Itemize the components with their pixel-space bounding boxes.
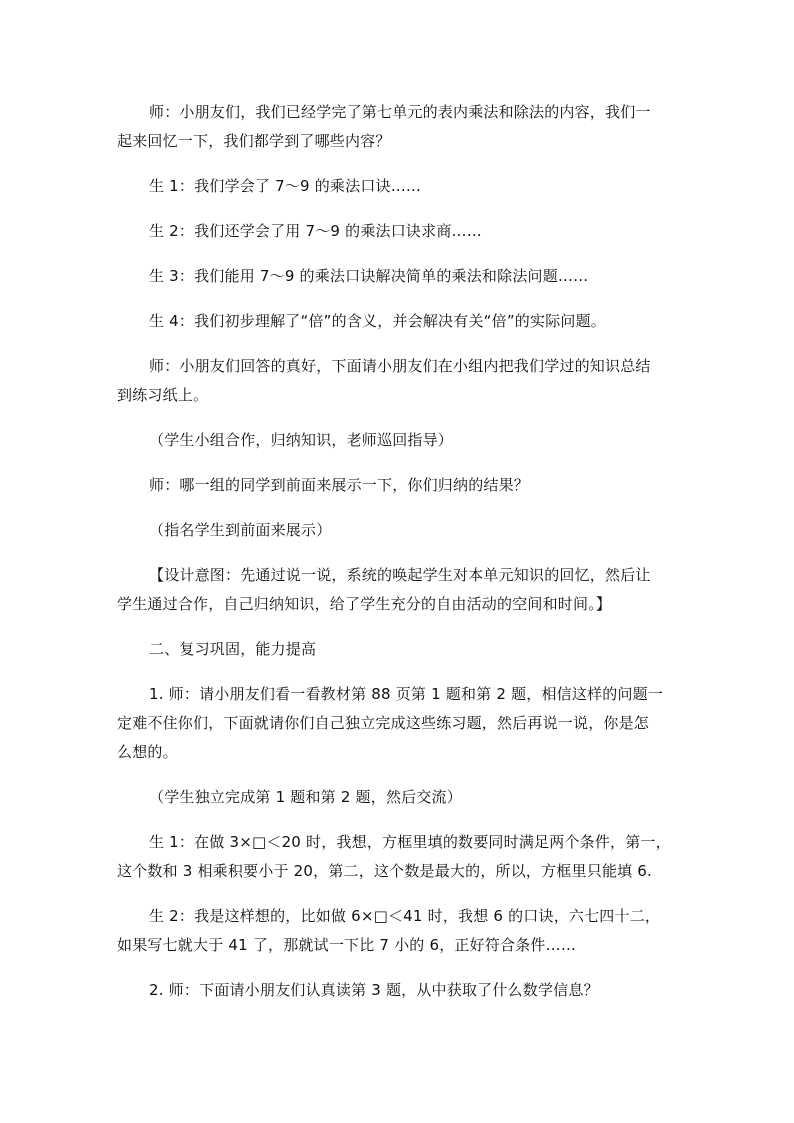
paragraph-9 <box>117 516 677 545</box>
document-page <box>117 98 677 1021</box>
paragraph-13 <box>117 783 677 812</box>
paragraph-8 <box>117 471 677 500</box>
paragraph-3 <box>117 217 677 246</box>
paragraph-line: 师：小朋友们，我们已经学完了第七单元的表内乘法和除法的内容，我们一 <box>149 103 651 121</box>
paragraph-12 <box>117 680 677 767</box>
paragraph-line: 这个数和 3 相乘积要小于 20，第二，这个数是最大的，所以，方框里只能填 6. <box>117 862 653 880</box>
paragraph-line: 1. 师：请小朋友们看一看教材第 88 页第 1 题和第 2 题，相信这样的问题一 <box>149 685 664 703</box>
paragraph-line: 二、复习巩固，能力提高 <box>149 640 317 658</box>
paragraph-16 <box>117 976 677 1005</box>
paragraph-4 <box>117 262 677 291</box>
paragraph-5 <box>117 307 677 336</box>
paragraph-line: （学生小组合作，归纳知识，老师巡回指导） <box>149 431 454 449</box>
paragraph-line: 生 1：我们学会了 7～9 的乘法口诀…… <box>149 177 422 195</box>
paragraph-7 <box>117 426 677 455</box>
paragraph-line: 2. 师：下面请小朋友们认真读第 3 题，从中获取了什么数学信息？ <box>149 981 599 999</box>
paragraph-1 <box>117 98 677 156</box>
paragraph-6 <box>117 352 677 410</box>
paragraph-line: （学生独立完成第 1 题和第 2 题，然后交流） <box>149 788 462 806</box>
paragraph-line: （指名学生到前面来展示） <box>149 521 332 539</box>
paragraph-line: 【设计意图：先通过说一说，系统的唤起学生对本单元知识的回忆，然后让 <box>149 566 651 584</box>
paragraph-line: 师：哪一组的同学到前面来展示一下，你们归纳的结果？ <box>149 476 530 494</box>
paragraph-2 <box>117 172 677 201</box>
paragraph-line: 生 3：我们能用 7～9 的乘法口诀解决简单的乘法和除法问题…… <box>149 267 589 285</box>
paragraph-line: 生 2：我们还学会了用 7～9 的乘法口诀求商…… <box>149 222 482 240</box>
paragraph-line: 生 1：在做 3×□＜20 时，我想，方框里填的数要同时满足两个条件，第一， <box>149 833 671 851</box>
paragraph-line: 么想的。 <box>117 743 178 761</box>
paragraph-10 <box>117 561 677 619</box>
paragraph-line: 定难不住你们，下面就请你们自己独立完成这些练习题，然后再说一说，你是怎 <box>117 714 650 732</box>
paragraph-14 <box>117 828 677 886</box>
paragraph-line: 到练习纸上。 <box>117 386 209 404</box>
paragraph-line: 起来回忆一下，我们都学到了哪些内容？ <box>117 132 391 150</box>
paragraph-line: 生 2：我是这样想的，比如做 6×□＜41 时，我想 6 的口诀，六七四十二， <box>149 907 661 925</box>
paragraph-line: 师：小朋友们回答的真好，下面请小朋友们在小组内把我们学过的知识总结 <box>149 357 651 375</box>
paragraph-line: 生 4：我们初步理解了“倍”的含义，并会解决有关“倍”的实际问题。 <box>149 312 606 330</box>
paragraph-line: 学生通过合作，自己归纳知识，给了学生充分的自由活动的空间和时间。】 <box>117 595 612 613</box>
paragraph-line: 如果写七就大于 41 了，那就试一下比 7 小的 6，正好符合条件…… <box>117 936 577 954</box>
paragraph-15 <box>117 902 677 960</box>
paragraph-11 <box>117 635 677 664</box>
